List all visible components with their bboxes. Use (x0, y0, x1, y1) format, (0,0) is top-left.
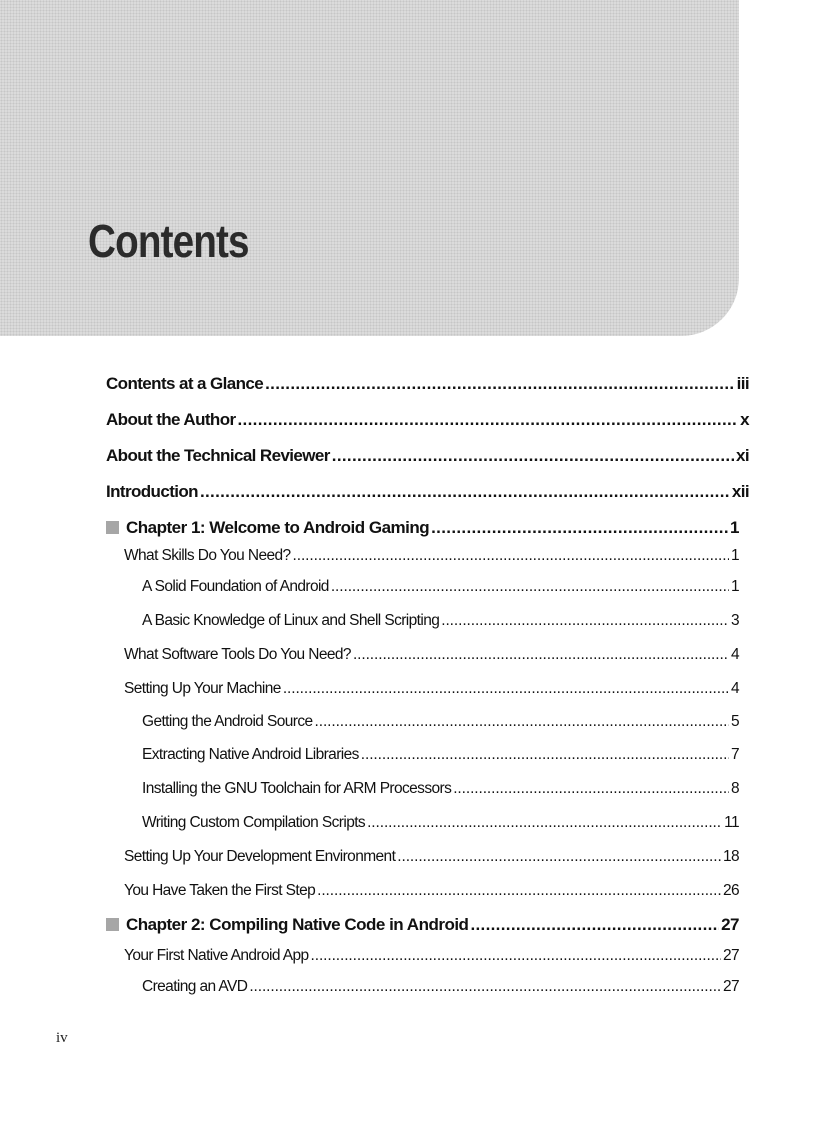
toc-entry-page: 4 (730, 680, 739, 697)
toc-entry[interactable] (124, 944, 739, 968)
toc-chapter-entry[interactable] (106, 516, 739, 540)
toc-entry[interactable] (124, 879, 739, 903)
page-folio: iv (56, 1030, 68, 1046)
toc-entry-page: 8 (730, 780, 739, 797)
toc-entry-page: xii (731, 482, 749, 501)
dot-leader (315, 710, 729, 734)
toc-entry-label: What Skills Do You Need? (124, 547, 291, 564)
dot-leader (397, 845, 721, 869)
toc-entry[interactable] (142, 777, 739, 801)
toc-entry[interactable] (124, 845, 739, 869)
toc-entry-page: 7 (730, 746, 739, 763)
dot-leader (311, 944, 721, 968)
toc-entry[interactable] (142, 975, 739, 999)
toc-entry-label: About the Author (106, 410, 236, 429)
toc-entry-label: About the Technical Reviewer (106, 446, 330, 465)
toc-entry-page: 1 (730, 578, 739, 595)
toc-entry[interactable] (106, 372, 749, 396)
dot-leader (441, 609, 729, 633)
toc-entry-label: A Basic Knowledge of Linux and Shell Scripting (142, 612, 440, 629)
toc-entry-page: 27 (722, 947, 739, 964)
toc-entry-page: 11 (724, 814, 739, 831)
toc-entry-label: Extracting Native Android Libraries (142, 746, 359, 763)
dot-leader (238, 408, 739, 432)
toc-entry-label: A Solid Foundation of Android (142, 578, 329, 595)
toc-chapter-entry[interactable] (106, 913, 739, 937)
toc-entry-label: Chapter 1: Welcome to Android Gaming (126, 518, 430, 537)
dot-leader (293, 544, 729, 568)
toc-entry[interactable] (124, 544, 739, 568)
toc-entry[interactable] (142, 743, 739, 767)
toc-entry-label: What Software Tools Do You Need? (124, 646, 351, 663)
toc-entry-page: 1 (730, 518, 739, 537)
dot-leader (361, 743, 729, 767)
dot-leader (283, 677, 729, 701)
toc-entry[interactable] (142, 575, 739, 599)
dot-leader (470, 913, 719, 937)
dot-leader (431, 516, 728, 540)
toc-entry-page: iii (736, 374, 749, 393)
dot-leader (453, 777, 729, 801)
chapter-marker-icon (106, 918, 119, 931)
toc-entry-label: Setting Up Your Development Environment (124, 848, 396, 865)
dot-leader (331, 575, 729, 599)
dot-leader (265, 372, 735, 396)
dot-leader (317, 879, 721, 903)
toc-entry-label: Chapter 2: Compiling Native Code in Android (126, 915, 469, 934)
toc-entry-label: Setting Up Your Machine (124, 680, 281, 697)
toc-entry-label: Getting the Android Source (142, 713, 313, 730)
dot-leader (249, 975, 721, 999)
toc-entry-label: Introduction (106, 482, 198, 501)
toc-entry-label: Creating an AVD (142, 978, 248, 995)
toc-entry-page: xi (736, 446, 749, 465)
toc-entry[interactable] (106, 444, 749, 468)
toc-entry[interactable] (142, 811, 739, 835)
toc-entry-label: Contents at a Glance (106, 374, 264, 393)
toc-entry-page: x (740, 410, 749, 429)
toc-entry[interactable] (106, 408, 749, 432)
dot-leader (332, 444, 734, 468)
toc-entry-label: Your First Native Android App (124, 947, 309, 964)
toc-entry[interactable] (106, 480, 749, 504)
toc-entry-page: 27 (721, 915, 739, 934)
header-band (0, 0, 739, 336)
toc-entry-label: Writing Custom Compilation Scripts (142, 814, 366, 831)
dot-leader (200, 480, 730, 504)
dot-leader (367, 811, 722, 835)
toc-entry-page: 5 (730, 713, 739, 730)
toc-entry[interactable] (124, 677, 739, 701)
toc-entry-page: 1 (730, 547, 739, 564)
toc-entry-page: 26 (722, 882, 739, 899)
toc-entry-label: Installing the GNU Toolchain for ARM Processors (142, 780, 452, 797)
toc-entry-page: 3 (730, 612, 739, 629)
toc-entry-page: 4 (730, 646, 739, 663)
dot-leader (353, 643, 729, 667)
toc-entry-page: 27 (722, 978, 739, 995)
chapter-marker-icon (106, 521, 119, 534)
toc-entry[interactable] (142, 710, 739, 734)
toc-entry-page: 18 (722, 848, 739, 865)
toc-entry[interactable] (124, 643, 739, 667)
page-title: Contents (88, 215, 249, 267)
toc-entry-label: You Have Taken the First Step (124, 882, 316, 899)
toc-entry[interactable] (142, 609, 739, 633)
